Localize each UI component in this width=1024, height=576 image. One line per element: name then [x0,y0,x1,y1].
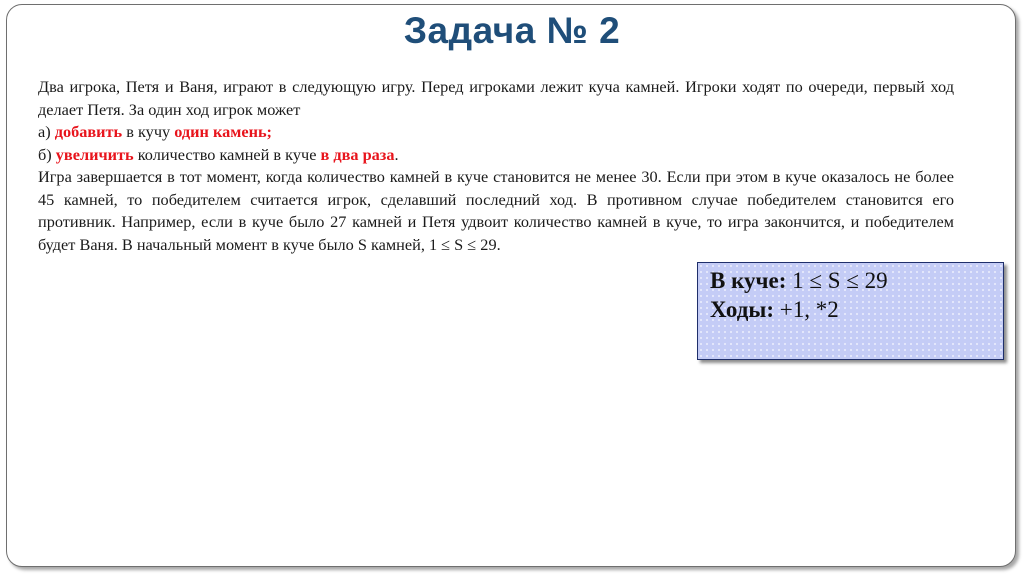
summary-heap-label: В куче: [710,268,787,293]
summary-box [697,262,1004,360]
summary-moves-label: Ходы: [710,297,774,322]
option-a-object: один камень; [174,122,272,141]
summary-moves-line [710,295,991,324]
option-b-object: в два раза [320,144,395,164]
option-a-middle: в кучу [122,122,175,141]
option-a [38,121,954,144]
intro-paragraph: Два игрока, Петя и Ваня, играют в следующую игру. Перед игроками лежит куча камней. Игроки ходят по очереди, первый ход делает Петя. За один ход игрок может [38,77,954,119]
option-b-prefix: б) [38,144,56,164]
summary-heap-value: 1 ≤ S ≤ 29 [786,268,888,293]
option-b [38,144,954,167]
option-b-middle: количество камней в куче [133,144,321,164]
summary-heap-line [710,266,991,295]
option-b-suffix: . [394,144,399,164]
summary-moves-value: +1, *2 [774,297,839,322]
page-title: Задача № 2 [403,10,621,51]
option-a-prefix: а) [38,122,55,141]
problem-text [38,76,954,256]
option-b-verb: увеличить [55,144,134,164]
rules-paragraph: Игра завершается в тот момент, когда количество камней в куче становится не менее 30. Если при этом в куче оказалось не более 45 камней, то победителем считается игрок, сделавший последний ход. В противном случае победителем становится его противник. Например, если в куче было 27 камней и Петя удвоит количество камней в куче, то игра закончится, и победителем будет Ваня. В начальный момент в куче было S камней, 1 ≤ S ≤ 29. [38,167,954,254]
option-a-verb: добавить [54,122,123,141]
